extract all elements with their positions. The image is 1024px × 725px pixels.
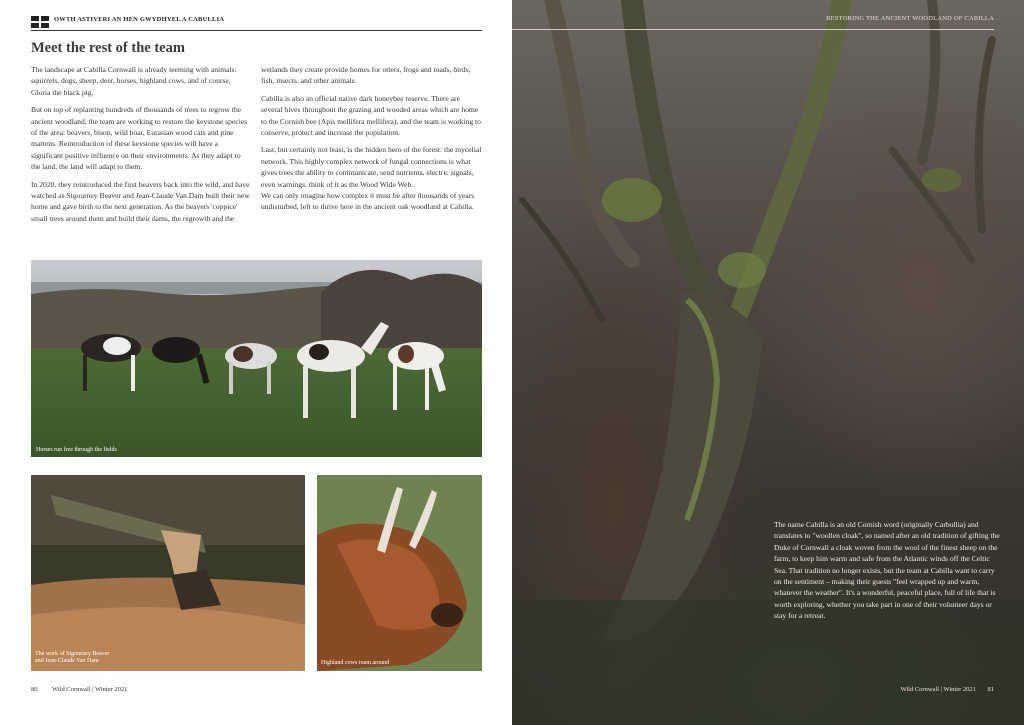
running-header: OWTH ASTIVERI AN HEN GWYDHYEL A CABULLIA [54, 16, 225, 23]
photo-caption: Horses run free through the fields [36, 447, 117, 453]
photo-caption: Highland cows roam around [321, 660, 390, 666]
beaver-work-photo [31, 475, 305, 671]
publication-footer: Wild Cornwall | Winter 2021 [52, 686, 128, 693]
publication-footer-right [900, 686, 994, 693]
highland-cow-image [317, 475, 482, 671]
overlay-text: The name Cabilla is an old Cornish word (originally Carbullia) and translates to "woollen cloak", so named after an old tradition of gifting the Duke of Cornwall a cloak woven from the wool of the finest sheep on the farm, to keep him warm and safe from the Atlantic winds off the Celtic Sea. That tradition no longer exists, but the team at Cabilla want to carry on the sentiment – making their guests "feel wrapped up and warm, whatever the weather". It's a wonderful, peaceful place, full of life that is worth exploring, whether you take part in one of their volunteer days or stay for a retreat. [774, 520, 1000, 621]
publication-logo-icon [31, 16, 51, 30]
horses-photo [31, 260, 482, 457]
paragraph: In 2020, they reintroduced the first beavers back into the wild, and have watched as Sigourney Beaver and Jean-Claude Van Dam built their new home and gave birth to the next generation. As the beavers 'coppice' small trees around them and build their dams, the regrowth and the [31, 179, 250, 223]
paragraph: wetlands they create provide homes for otters, frogs and toads, birds, fish, insects, and other animals. [261, 65, 471, 86]
header-rule [31, 30, 482, 31]
highland-cow-photo [317, 475, 482, 671]
caption-line: and Jean-Claude Van Dam [35, 658, 99, 664]
paragraph: Last, but certainly not least, is the hidden hero of the forest: the mycelial network. This highly complex network of fungal connections is what gives trees the ability to communicate, send nutrients, electric signals, even warnings, think of it as the Wood Wide Web. [261, 145, 482, 189]
right-page-photo [512, 0, 1024, 725]
running-header-right: RESTORING THE ANCIENT WOODLAND OF CABILLA [826, 15, 994, 22]
paragraph: But on top of replanting hundreds of thousands of trees to regrow the ancient woodland, the team are working to restore the keystone species of the area: beavers, bison, wild boar, Eurasian wood cats and pine martens. Reintroduction of these keystone species will have a significant positive influence on their environments. As they adapt to the land, the land will adapt to them. [31, 105, 248, 172]
publication-footer: Wild Cornwall | Winter 2021 [900, 686, 976, 693]
page-number: 81 [987, 686, 994, 693]
page-number: 80 [31, 686, 38, 693]
horses-image [31, 260, 482, 457]
beaver-work-image [31, 475, 305, 671]
page-title: Meet the rest of the team [31, 40, 185, 56]
paragraph: The landscape at Cabilla Cornwall is already teeming with animals: squirrels, dogs, sheep, deer, horses, highland cows, and of course, Gloria the black pig. [31, 65, 237, 97]
header-rule-right [512, 29, 994, 30]
text-column-1 [31, 64, 251, 230]
text-column-2 [261, 64, 483, 219]
paragraph: We can only imagine how complex it must be after thousands of years undisturbed, left to thrive here in the ancient oak woodland at Cabilla. [261, 191, 475, 212]
paragraph: Cabilla is also an official native dark honeybee reserve. There are several hives throughout the grazing and wooded areas which are home to the Cornish bee (Apis mellifera mellifera), and the team is working to conserve, protect and increase the population. [261, 93, 481, 138]
photo-caption [35, 651, 109, 665]
caption-line: The work of Sigourney Beaver [35, 651, 110, 657]
